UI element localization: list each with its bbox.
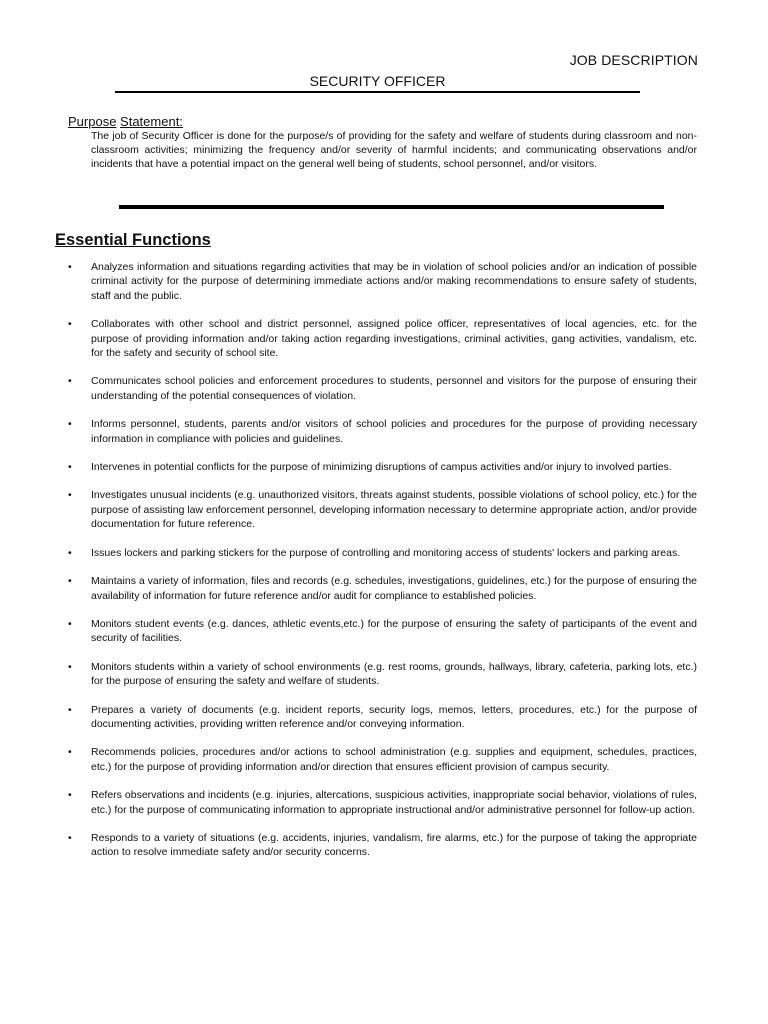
page-title: SECURITY OFFICER	[309, 73, 446, 89]
function-item-text: Responds to a variety of situations (e.g. accidents, injuries, vandalism, fire alarms, etc.) for the purpose of taking the appropriate action to resolve immediate safety and/or security concerns.	[91, 831, 697, 859]
function-item-text: Collaborates with other school and district personnel, assigned police officer, representatives of local agencies, etc. for the purpose of providing information and/or taking action regarding investigations, criminal activities, gang activities, vandalism, etc. for the safety and security of school site.	[91, 318, 697, 360]
function-item-text: Communicates school policies and enforcement procedures to students, personnel and visitors for the purpose of ensuring their understanding of the potential consequences of violation.	[91, 375, 697, 402]
bullet-icon: •	[68, 660, 72, 673]
section-divider	[119, 205, 664, 209]
bullet-icon: •	[68, 318, 72, 331]
bullet-icon: •	[68, 461, 72, 474]
function-item	[68, 317, 697, 360]
bullet-icon: •	[68, 617, 72, 630]
bullet-icon: •	[68, 261, 72, 273]
function-item	[68, 703, 697, 732]
function-item-text: Monitors students within a variety of school environments (e.g. rest rooms, grounds, hallways, library, cafeteria, parking lots, etc.) for the purpose of ensuring the safety and welfare of students.	[91, 660, 697, 688]
bullet-icon: •	[68, 375, 72, 388]
bullet-icon: •	[68, 546, 72, 559]
function-item-text: Refers observations and incidents (e.g. injuries, altercations, suspicious activities, inappropriate social behavior, violations of rules, etc.) for the purpose of communicating information to appropriate instructional and/or administrative personnel for follow-up action.	[91, 789, 697, 816]
bullet-icon: •	[68, 489, 72, 502]
function-item-text: Maintains a variety of information, files and records (e.g. schedules, investigations, guidelines, etc.) for the purpose of ensuring the availability of information for future reference and/or audit for compliance to established policies.	[91, 575, 697, 602]
function-item	[68, 617, 697, 646]
bullet-icon: •	[68, 789, 72, 802]
function-item	[68, 374, 697, 403]
function-item-text: Issues lockers and parking stickers for the purpose of controlling and monitoring access of students' lockers and parking areas.	[91, 546, 681, 559]
bullet-icon: •	[68, 831, 72, 844]
essential-functions-list	[0, 260, 768, 874]
title-underline-divider	[115, 91, 640, 93]
function-item	[68, 831, 697, 860]
function-item	[68, 788, 697, 817]
function-item-text: Monitors student events (e.g. dances, athletic events,etc.) for the purpose of ensuring the safety of participants of the event and security of facilities.	[91, 617, 697, 645]
function-item	[68, 660, 697, 689]
purpose-heading-word-2: Statement:	[120, 114, 183, 129]
function-item-text: Prepares a variety of documents (e.g. incident reports, security logs, memos, letters, procedures, etc.) for the purpose of documenting activities, providing written reference and/or conveying information.	[91, 703, 697, 730]
function-item	[68, 417, 697, 446]
purpose-heading-word-1: Purpose	[68, 114, 117, 129]
function-item	[68, 488, 697, 531]
function-item	[68, 460, 697, 474]
function-item-text: Analyzes information and situations regarding activities that may be in violation of school policies and/or an indication of possible criminal activity for the purpose of determining immediate actions and/or making recommendations to ensure safety of students, staff and the public.	[91, 261, 697, 302]
purpose-statement-text: The job of Security Officer is done for the purpose/s of providing for the safety and welfare of students during classroom and non-classroom activities; minimizing the frequency and/or severity of harmful incidents; and communicating observations and/or incidents that have a potential impact on the general well being of students, school personnel, and/or visitors.	[91, 130, 697, 170]
function-item-text: Recommends policies, procedures and/or actions to school administration (e.g. supplies and equipment, schedules, practices, etc.) for the purpose of providing information and/or direction that ensures efficient provision of campus security.	[91, 746, 697, 773]
bullet-icon: •	[68, 418, 72, 431]
bullet-icon: •	[68, 575, 72, 588]
essential-functions-heading: Essential Functions	[55, 231, 211, 249]
function-item	[68, 260, 697, 303]
function-item	[68, 546, 697, 560]
function-item	[68, 574, 697, 603]
function-item	[68, 745, 697, 774]
purpose-heading	[68, 114, 183, 129]
function-item-text: Intervenes in potential conflicts for the purpose of minimizing disruptions of campus activities and/or injury to involved parties.	[91, 461, 672, 474]
bullet-icon: •	[68, 703, 72, 716]
document-type: JOB DESCRIPTION	[569, 52, 698, 68]
function-item-text: Investigates unusual incidents (e.g. unauthorized visitors, threats against students, possible violations of school policy, etc.) for the purpose of assisting law enforcement personnel, developing information necessary to determine appropriate action, and/or provide documentation for future reference.	[91, 489, 697, 531]
function-item-text: Informs personnel, students, parents and/or visitors of school policies and procedures for the purpose of providing necessary information in compliance with policies and guidelines.	[91, 418, 697, 445]
bullet-icon: •	[68, 746, 72, 759]
